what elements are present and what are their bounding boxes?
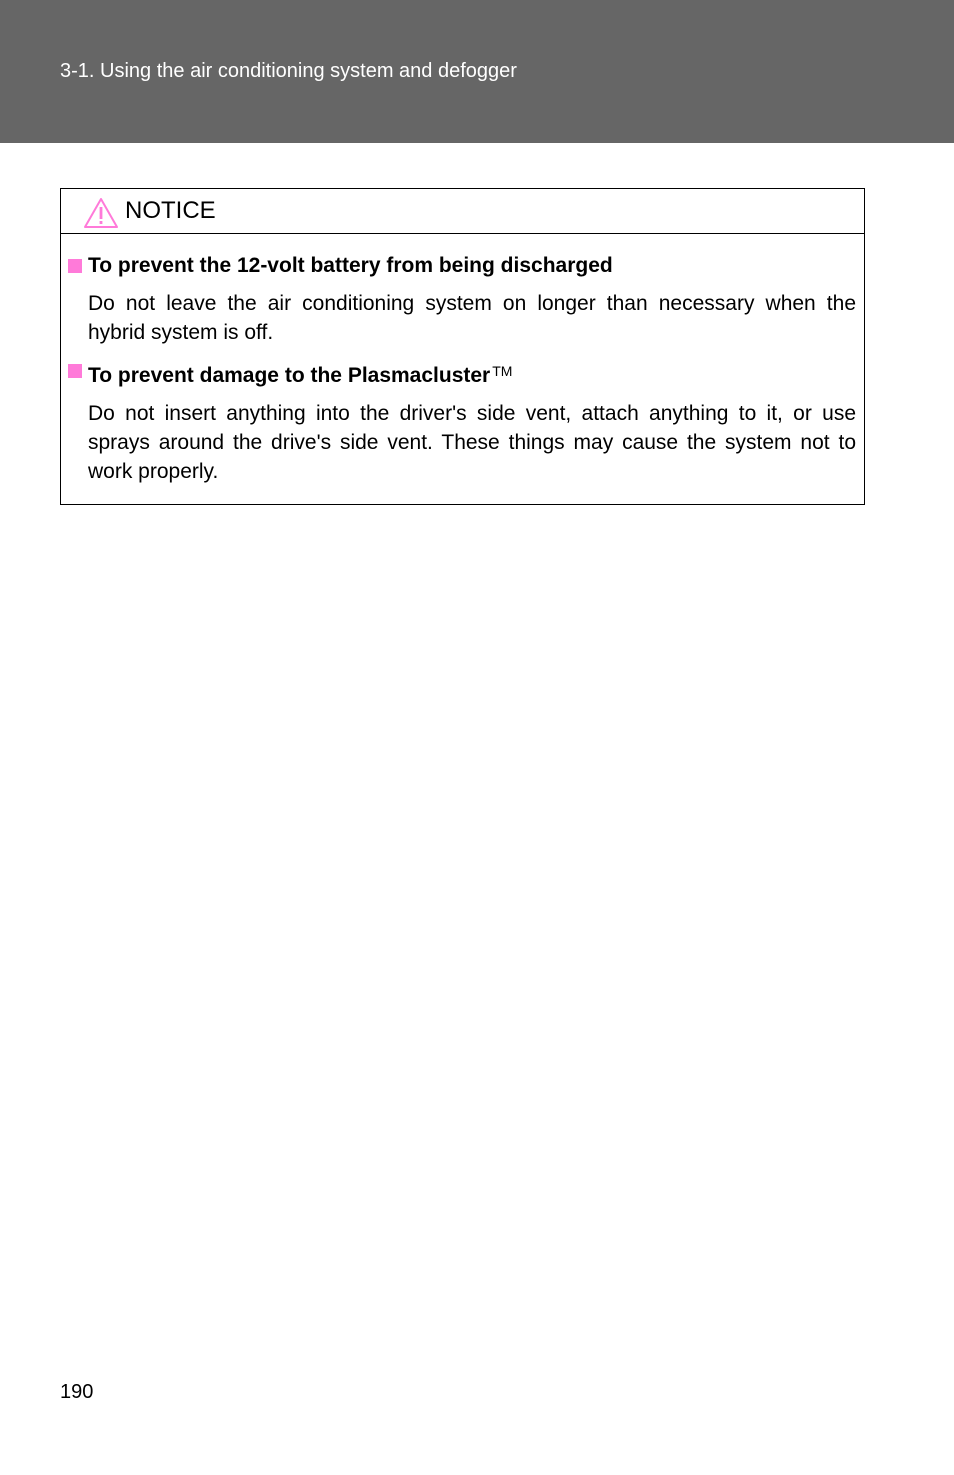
section-title: 3-1. Using the air conditioning system and defogger [60,60,517,82]
warning-triangle-icon [83,197,119,229]
square-bullet-icon [68,364,82,378]
item-text: Do not insert anything into the driver's side vent, attach anything to it, or use sprays around the drive's side vent. These things may cause the system not to work properly. [88,402,856,483]
notice-body [61,234,864,486]
notice-item [88,356,856,486]
notice-label: NOTICE [125,197,216,224]
notice-header [61,189,864,234]
notice-item [88,251,856,347]
trademark-mark: TM [492,363,513,379]
page-number: 190 [60,1381,94,1403]
item-heading-text: To prevent the 12-volt battery from being discharged [88,254,613,277]
item-heading-text: To prevent damage to the Plasmacluster [88,364,491,387]
item-heading [88,356,856,391]
header-band [0,0,954,143]
notice-box [60,188,865,505]
item-heading [88,251,856,281]
item-text: Do not leave the air conditioning system on longer than necessary when the hybrid system is off. [88,292,856,344]
square-bullet-icon [68,259,82,273]
